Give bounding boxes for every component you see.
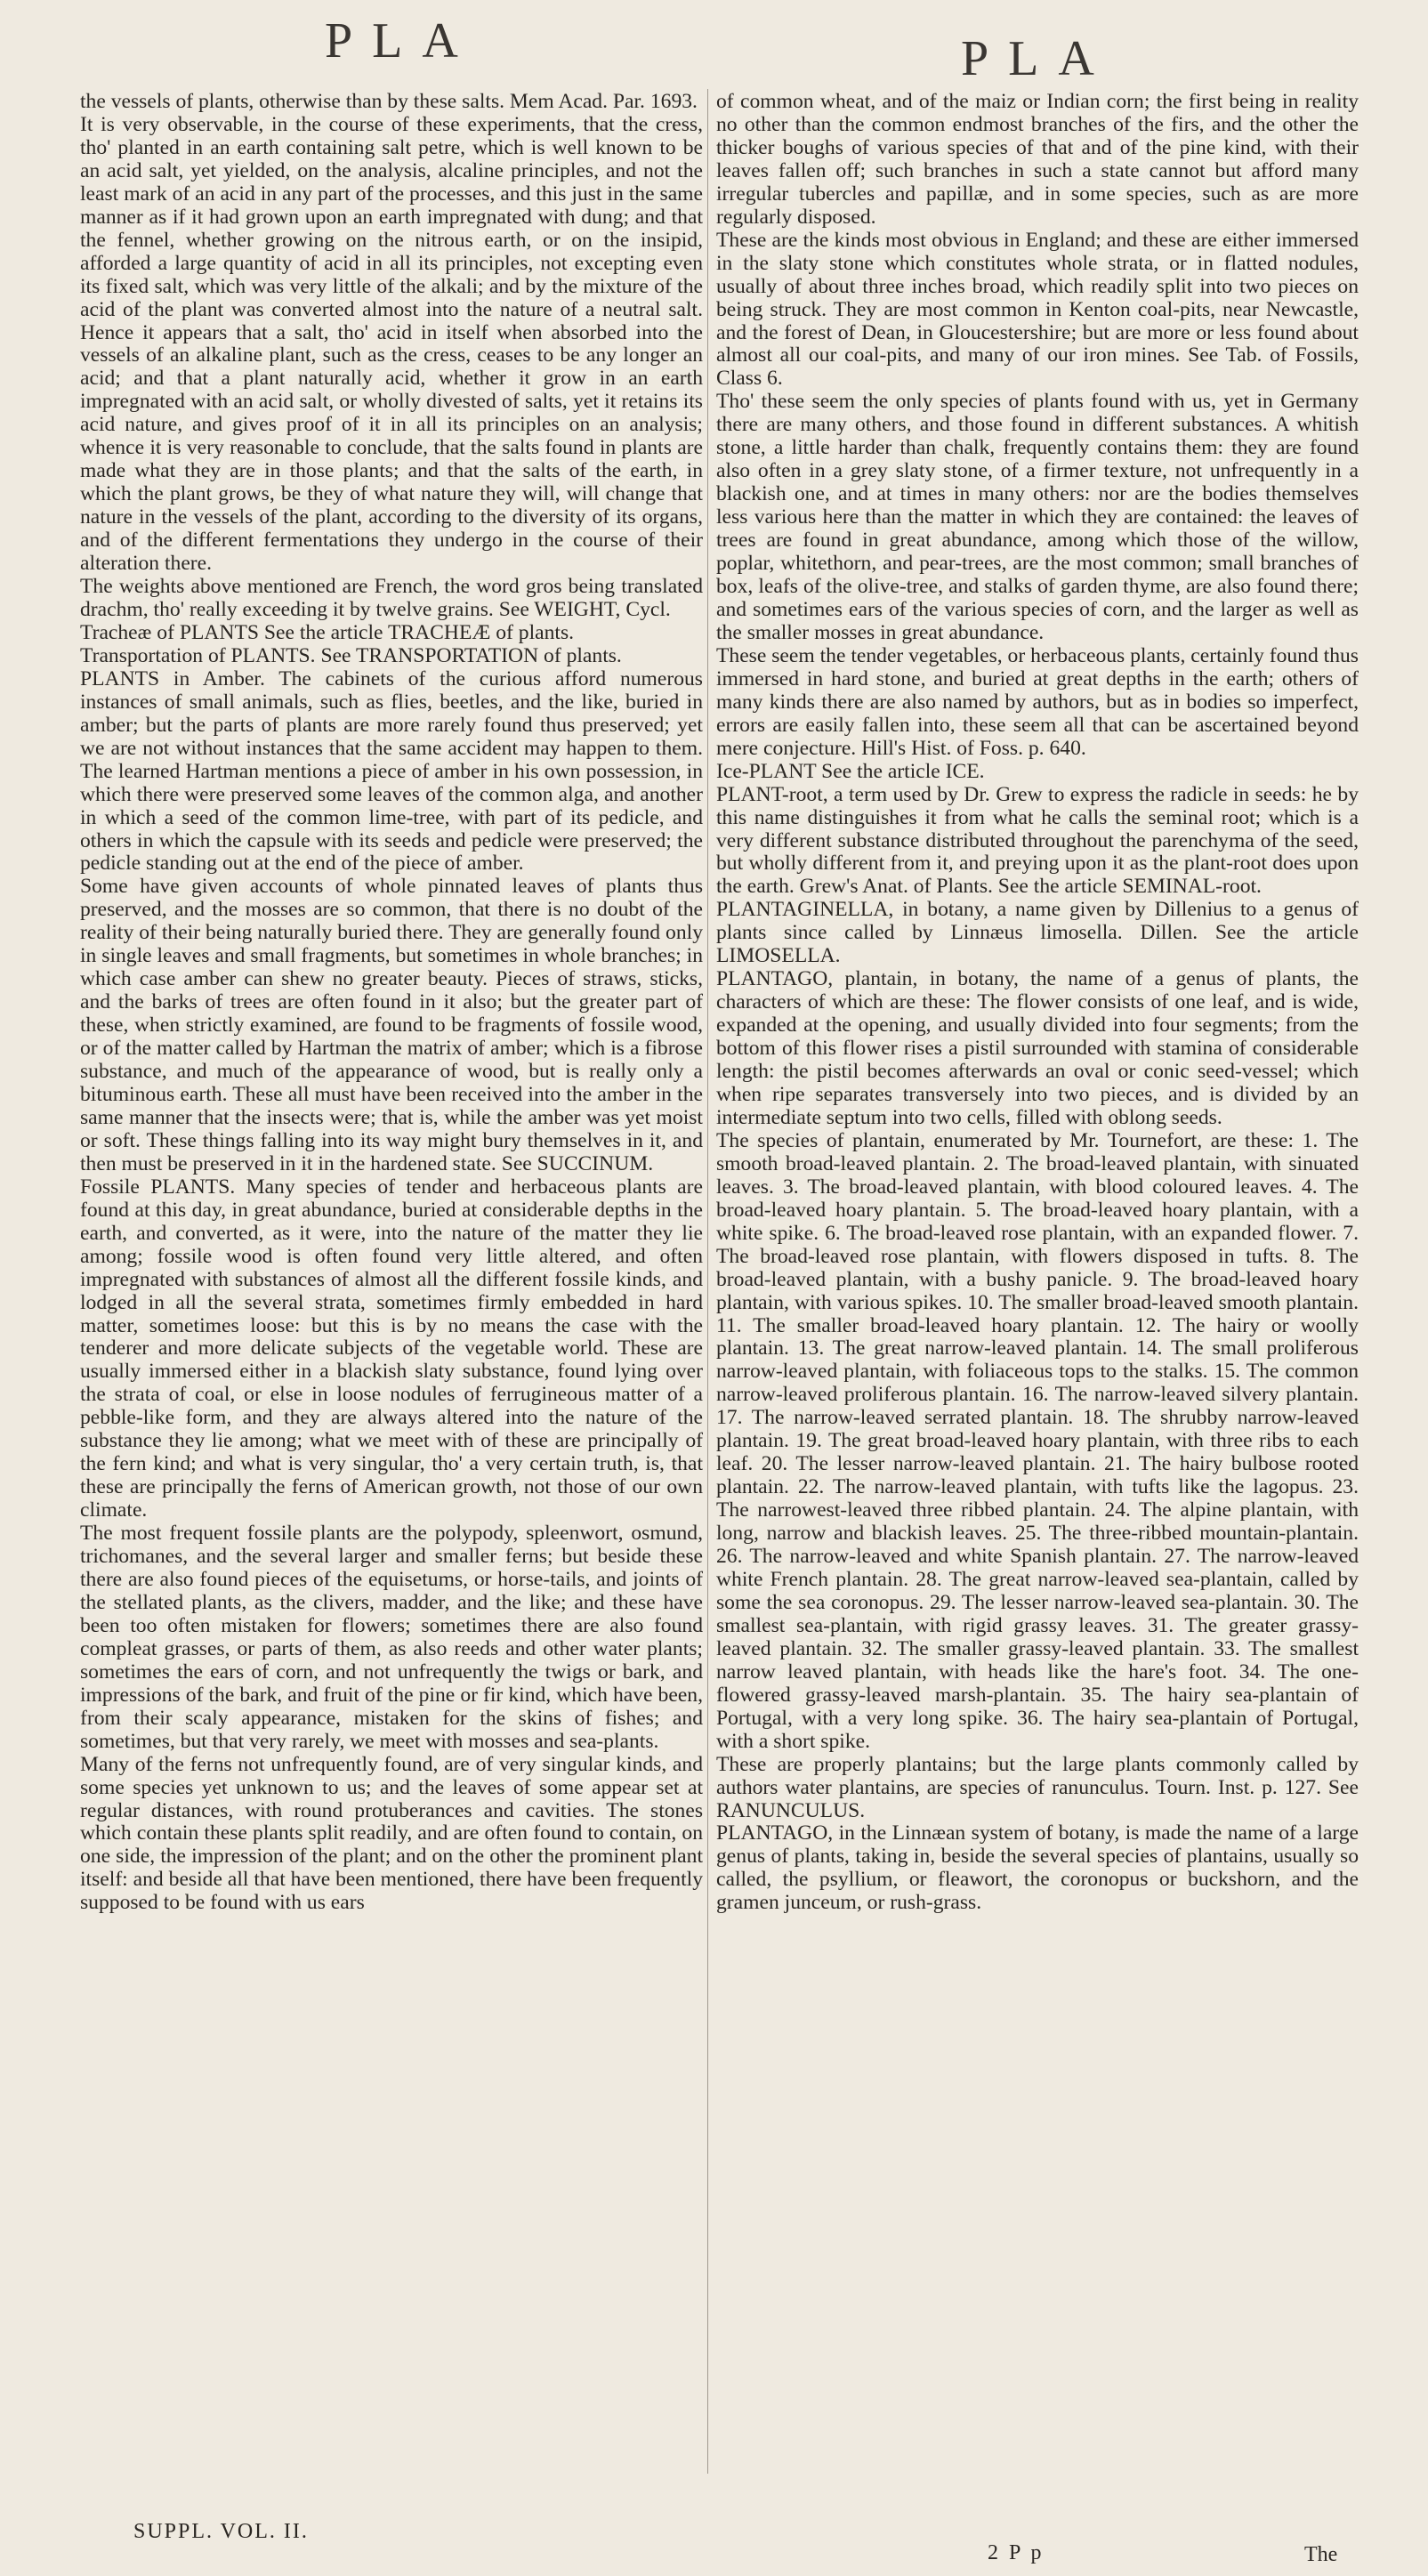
paragraph: PLANT-root, a term used by Dr. Grew to express the radicle in seeds: he by this name distinguishes it from what he calls the seminal root; which is a very different substance distributed throughout the parenchyma of the seed, but wholly different from it, and preying upon it as the plant-root does upon the earth. Grew's Anat. of Plants. See the article SEMINAL-root. [716,782,1359,899]
paragraph: PLANTAGINELLA, in botany, a name given by Dillenius to a genus of plants since called by Linnæus limosella. Dillen. See the article LIMOSELLA. [716,898,1359,968]
entry-heading: Tracheæ of PLANTS See the article TRACHEÆ of plants. [80,620,575,644]
paragraph: These are the kinds most obvious in England; and these are either immersed in the slaty stone which constitutes whole strata, or in flatted nodules, usually of about three inches broad, which readily split into two pieces on being struck. They are most common in Kenton coal-pits, near Newcastle, and the forest of Dean, in Gloucestershire; but are more or less found about almost all our coal-pits, and many of our iron mines. See Tab. of Fossils, Class 6. [716,228,1359,391]
paragraph: The most frequent fossile plants are the polypody, spleenwort, osmund, trichomanes, and the several larger and smaller ferns; but beside these there are also found pieces of the equisetums, or horse-tails, and joints of the stellated plants, as the clivers, madder, and the like; and these have been too often mistaken for flowers; sometimes there are also found compleat grasses, or parts of them, as also reeds and other water plants; sometimes the ears of corn, and not unfrequently the twigs or bark, and impressions of the bark, and fruit of the pine or fir kind, which have been, from their scaly appearance, mistaken for the skins of fishes; and sometimes, but that very rarely, we meet with mosses and sea-plants. [80,1522,703,1753]
column-rule [707,89,708,2474]
entry-heading: Ice-PLANT See the article ICE. [716,759,985,783]
paragraph: PLANTAGO, plantain, in botany, the name of a genus of plants, the characters of which are these: The flower consists of one leaf, and is wide, expanded at the opening, and usually divided into four segments; from the bottom of this flower rises a pistil surrounded with stamina of considerable length: the pistil becomes afterwards an oval or conic seed-vessel; which when ripe separates transversely into two pieces, and is divided by an intermediate septum into two cells, filled with oblong seeds. [716,967,1359,1129]
right-column [716,91,1359,1915]
left-column [80,91,703,1915]
volume-footer: SUPPL. VOL. II. [133,2520,309,2543]
paragraph: Fossile PLANTS. Many species of tender and herbaceous plants are found at this day, in great abundance, buried at considerable depths in the earth, and converted, as it were, into the nature of the matter they lie among; fossile wood is often found very little altered, and often impregnated with substances of almost all the different fossile kinds, and lodged in all the several strata, sometimes firmly embedded in hard matter, sometimes loose: but this is by no means the case with the tenderer and more delicate subjects of the vegetable world. These are usually immersed either in a blackish slaty substance, found lying over the strata of coal, or else in loose nodules of ferrugineous matter of a pebble-like form, and they are always altered into the nature of the substance they lie among; what we meet with of these are principally of the fern kind; and what is very singular, tho' a very certain truth, is, that these are principally the ferns of American growth, not those of our own climate. [80,1175,703,1522]
paragraph: of common wheat, and of the maiz or Indian corn; the first being in reality no other than the common endmost branches of the firs, and the other the thicker boughs of various species of that and of the pine kind, with their leaves fallen off; such branches in such a state cannot but afford many irregular tubercles and papillæ, and in some species, such as are more regularly disposed. [716,90,1359,229]
running-head-left: PLA [325,13,478,69]
paragraph: PLANTS in Amber. The cabinets of the curious afford numerous instances of small animals, such as flies, beetles, and the like, buried in amber; but the parts of plants are more rarely found thus preserved; yet we are not without instances that the same accident may happen to them. The learned Hartman mentions a piece of amber in his own possession, in which there were preserved some leaves of the common alga, and another in which a seed of the common lime-tree, with part of its pedicle, and others in which the capsule with its seeds and pedicle were preserved; the pedicle standing out at the end of the piece of amber. [80,666,703,876]
paragraph: It is very observable, in the course of these experiments, that the cress, tho' planted in an earth containing salt petre, which is well known to be an acid salt, yet yielded, on the analysis, alcaline principles, and not the least mark of an acid in any part of the processes, and this just in the same manner as if it had grown upon an earth impregnated with dung; and that the fennel, whether growing on the nitrous earth, or on the insipid, afforded a large quantity of acid in all its principles, not excepting even its fixed salt, which was very little of the alkali; and by the mixture of the acid of the plant was converted almost into the nature of a neutral salt. Hence it appears that a salt, tho' acid in itself when absorbed into the vessels of an alkaline plant, such as the cress, ceases to be any longer an acid; and that a plant naturally acid, whether it grow in an earth impregnated with an acid salt, or wholly divested of salts, yet it retains its acid nature, and gives proof of it in all its principles on an analysis; whence it is very reasonable to conclude, that the salts found in plants are made what they are in those plants; and that the salts of the earth, in which the plant grows, be they of what nature they will, will change that nature in the vessels of the plant, according to the diversity of its organs, and of the different fermentations they undergo in the course of their alteration there. [80,112,703,576]
paragraph: Tho' these seem the only species of plants found with us, yet in Germany there are many others, and those found in different substances. A whitish stone, a little harder than chalk, frequently contains them: they are found also often in a grey slaty stone, of a firmer texture, not unfrequently in a blackish one, and at times in many others: nor are the bodies themselves less various here than the matter in which they are contained: the leaves of trees are found in great abundance, among which those of the willow, poplar, whitethorn, and pear-trees, are the most common; small branches of box, leafs of the olive-tree, and stalks of garden thyme, are also found there; and sometimes ears of the various species of corn, and the larger as well as the smaller mosses in great abundance. [716,390,1359,644]
signature-mark: 2 P p [988,2541,1045,2564]
catchword: The [1304,2543,1338,2566]
paragraph: These are properly plantains; but the large plants commonly called by authors water plantains, are species of ranunculus. Tourn. Inst. p. 127. See RANUNCULUS. [716,1752,1359,1822]
running-head-right: PLA [961,31,1114,86]
paragraph: Many of the ferns not unfrequently found, are of very singular kinds, and some species yet unknown to us; and the leaves of some appear set at regular distances, with round protuberances and cavities. The stones which contain these plants split readily, and are often found to contain, on one side, the impression of the plant; and on the other the prominent plant itself: and beside all that have been mentioned, there have been frequently supposed to be found with us ears [80,1752,703,1915]
entry-heading: Transportation of PLANTS. See TRANSPORTATION of plants. [80,643,622,667]
paragraph: These seem the tender vegetables, or herbaceous plants, certainly found thus immersed in hard stone, and buried at great depths in the earth; others of many kinds there are also named by authors, but as in bodies so imperfect, errors are easily fallen into, these seem all that can be ascertained beyond mere conjecture. Hill's Hist. of Foss. p. 640. [716,643,1359,760]
paragraph: The weights above mentioned are French, the word gros being translated drachm, tho' really exceeding it by twelve grains. See WEIGHT, Cycl. [80,575,703,621]
paragraph: The species of plantain, enumerated by Mr. Tournefort, are these: 1. The smooth broad-leaved plantain. 2. The broad-leaved plantain, with sinuated leaves. 3. The broad-leaved plantain, with blood coloured leaves. 4. The broad-leaved hoary plantain. 5. The broad-leaved hoary plantain, with a white spike. 6. The broad-leaved rose plantain, with an expanded flower. 7. The broad-leaved rose plantain, with flowers disposed in tufts. 8. The broad-leaved plantain, with a bushy panicle. 9. The broad-leaved hoary plantain, with various spikes. 10. The smaller broad-leaved smooth plantain. 11. The smaller broad-leaved hoary plantain. 12. The hairy or woolly plantain. 13. The great narrow-leaved plantain. 14. The small proliferous narrow-leaved plantain, with foliaceous tops to the stalks. 15. The common narrow-leaved proliferous plantain. 16. The narrow-leaved silvery plantain. 17. The narrow-leaved serrated plantain. 18. The shrubby narrow-leaved plantain. 19. The great broad-leaved hoary plantain, with three ribs to each leaf. 20. The lesser narrow-leaved plantain. 21. The hairy bulbose rooted plantain. 22. The narrow-leaved plantain, with tufts like the lagopus. 23. The narrowest-leaved three ribbed plantain. 24. The alpine plantain, with long, narrow and blackish leaves. 25. The three-ribbed mountain-plantain. 26. The narrow-leaved and white Spanish plantain. 27. The narrow-leaved white French plantain. 28. The great narrow-leaved sea-plantain, called by some the sea coronopus. 29. The lesser narrow-leaved sea-plantain. 30. The smallest sea-plantain, with rigid grassy leaves. 31. The greater grassy-leaved plantain. 32. The smaller grassy-leaved plantain. 33. The smallest narrow leaved plantain, with heads like the hare's foot. 34. The one-flowered grassy-leaved marsh-plantain. 35. The hairy sea-plantain of Portugal, with a very long spike. 36. The hairy sea-plantain of Portugal, with a short spike. [716,1128,1359,1753]
paragraph: PLANTAGO, in the Linnæan system of botany, is made the name of a large genus of plants, taking in, beside the several species of plantains, usually so called, the psyllium, or fleawort, the coronopus or buckshorn, and the gramen junceum, or rush-grass. [716,1821,1359,1915]
paragraph: Some have given accounts of whole pinnated leaves of plants thus preserved, and the mosses are so common, that there is no doubt of the reality of their being naturally buried there. They are generally found only in single leaves and small fragments, but sometimes in whole branches; in which case amber can shew no greater beauty. Pieces of straws, sticks, and the barks of trees are often found in it also; but the greater part of these, when strictly examined, are found to be fragments of fossile wood, or of the matter called by Hartman the matrix of amber; which is a fibrose substance, and much of the appearance of wood, but is really only a bituminous earth. These all must have been received into the amber in the same manner that the insects were; that is, while the amber was yet moist or soft. These things falling into its way might bury themselves in it, and then must be preserved in it in the hardened state. See SUCCINUM. [80,875,703,1175]
paragraph: the vessels of plants, otherwise than by these salts. Mem Acad. Par. 1693. [80,90,698,113]
